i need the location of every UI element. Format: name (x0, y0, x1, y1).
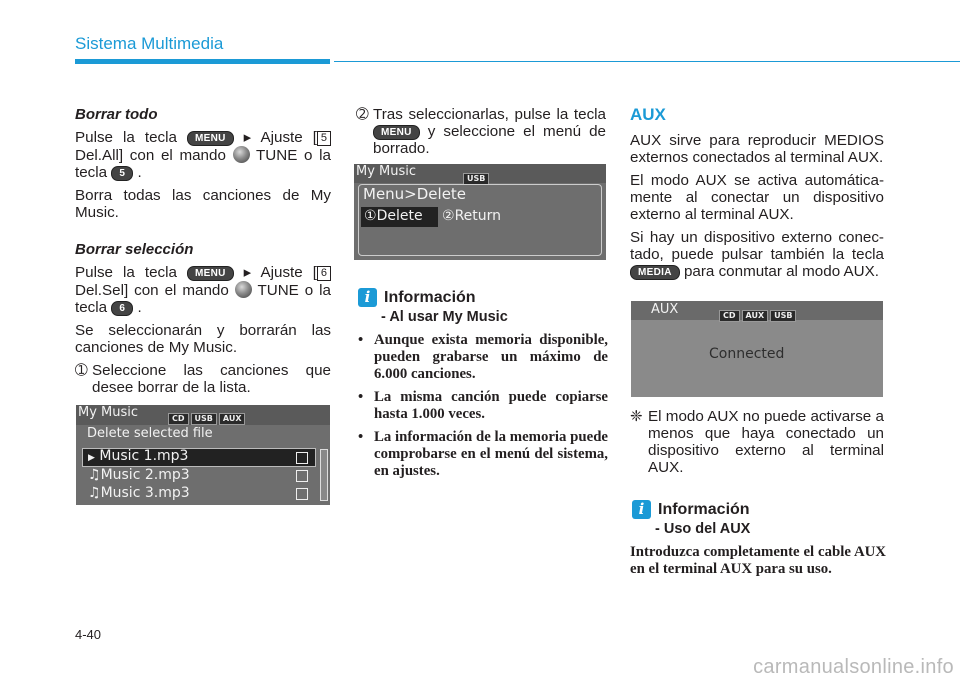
header-line (334, 61, 960, 62)
info-subtitle: - Al usar My Music (381, 309, 508, 325)
number-5-box: 5 (317, 131, 331, 146)
watermark: carmanualsonline.info (753, 656, 954, 678)
header-bar (75, 59, 330, 64)
paragraph-aux-2: El modo AUX se activa automática-mente al conectar un dispositivo externo al terminal AUX. (630, 172, 884, 223)
screen1-item-2: ♫Music 2.mp3 (88, 467, 190, 483)
screen2-title: My Music (356, 164, 417, 179)
aux-note: ❈ El modo AUX no puede activarse a menos que haya conectado un dispositivo externo al terminal AUX. (630, 408, 884, 476)
scrollbar (320, 449, 328, 501)
tune-knob-icon (233, 146, 250, 163)
paragraph-se-seleccionaran: Se seleccionarán y borrarán las canciones de My Music. (75, 322, 331, 356)
info-subtitle: - Uso del AUX (655, 521, 751, 537)
screen2-chip: USB (461, 168, 489, 187)
header-title: Sistema Multimedia (75, 34, 224, 53)
step-2: ➁ Tras seleccionarlas, pulse la tecla MENU y seleccione el menú de borrado. (356, 106, 606, 157)
screen3-status: Connected (709, 346, 785, 362)
info-icon: i (358, 288, 377, 307)
column-middle (356, 106, 606, 157)
screen1-header: Delete selected file (87, 426, 213, 441)
paragraph-aux-3: Si hay un dispositivo externo conec-tado, puede pulsar también la tecla MEDIA para conmutar al modo AUX. (630, 229, 884, 280)
checkbox-1 (296, 452, 308, 464)
screen-my-music-delete-selected (76, 405, 330, 505)
screen1-item-1: ▶ Music 1.mp3 (88, 448, 189, 464)
screen2-menu: Menu>Delete (363, 185, 467, 203)
key-5-icon: 5 (111, 166, 133, 181)
paragraph-borra-todas: Borra todas las canciones de My Music. (75, 187, 331, 221)
screen3-chips: CD AUX USB (717, 305, 796, 324)
media-key-icon: MEDIA (630, 265, 680, 280)
menu-key-icon: MENU (187, 266, 234, 281)
info-box-aux: i Información - Uso del AUX Introduzca completamente el cable AUX en el terminal AUX para su uso. (630, 500, 886, 577)
info-bullet-2: • La misma canción puede copiarse hasta 1.000 veces. (358, 389, 608, 422)
number-6-box: 6 (317, 266, 331, 281)
screen2-option-return: ②Return (442, 208, 502, 224)
menu-key-icon: MENU (187, 131, 234, 146)
checkbox-2 (296, 470, 308, 482)
paragraph-borrar-todo: Pulse la tecla MENU ▸ Ajuste [ 5 Del.All] con el mando TUNE o la tecla 5 . (75, 129, 331, 181)
heading-aux: AUX (630, 105, 666, 124)
info-bullet-3: • La información de la memoria puede comprobarse en el menú del sistema, en ajustes. (358, 429, 608, 479)
arrow-right-icon: ▸ (243, 264, 252, 281)
page-number: 4-40 (75, 627, 102, 642)
heading-borrar-seleccion: Borrar selección (75, 241, 194, 258)
paragraph-borrar-seleccion: Pulse la tecla MENU ▸ Ajuste [ 6 Del.Sel] con el mando TUNE o la tecla 6 . (75, 264, 331, 316)
screen-aux-connected (631, 301, 883, 397)
info-bullet-1: • Aunque exista memoria disponible, pueden grabarse un máximo de 6.000 canciones. (358, 332, 608, 382)
screen1-chips: CD USB AUX (166, 408, 245, 427)
screen1-item-3: ♫Music 3.mp3 (88, 485, 190, 501)
column-right (630, 106, 884, 286)
key-6-icon: 6 (111, 301, 133, 316)
screen2-option-delete: ①Delete (364, 208, 423, 224)
menu-key-icon: MENU (373, 125, 420, 140)
tune-knob-icon (235, 281, 252, 298)
column-left (75, 106, 331, 402)
heading-borrar-todo: Borrar todo (75, 106, 158, 123)
info-icon: i (632, 500, 651, 519)
info-box-my-music: i Información - Al usar My Music • Aunque exista memoria disponible, pueden grabarse un máximo de 6.000 canciones. • La misma canción puede copiarse hasta 1.000 veces. • La información de la memoria puede comprobarse en el menú del sistema, en ajustes. (358, 288, 608, 479)
checkbox-3 (296, 488, 308, 500)
screen3-title: AUX (651, 302, 679, 317)
step-1: ➀ Seleccione las canciones que desee borrar de la lista. (75, 362, 331, 396)
arrow-right-icon: ▸ (243, 129, 252, 146)
info-aux-text: Introduzca completamente el cable AUX en el terminal AUX para su uso. (630, 544, 886, 577)
paragraph-aux-1: AUX sirve para reproducir MEDIOS externos conectados al terminal AUX. (630, 132, 884, 166)
screen1-title: My Music (78, 405, 139, 420)
screen-my-music-menu-delete (354, 164, 606, 260)
